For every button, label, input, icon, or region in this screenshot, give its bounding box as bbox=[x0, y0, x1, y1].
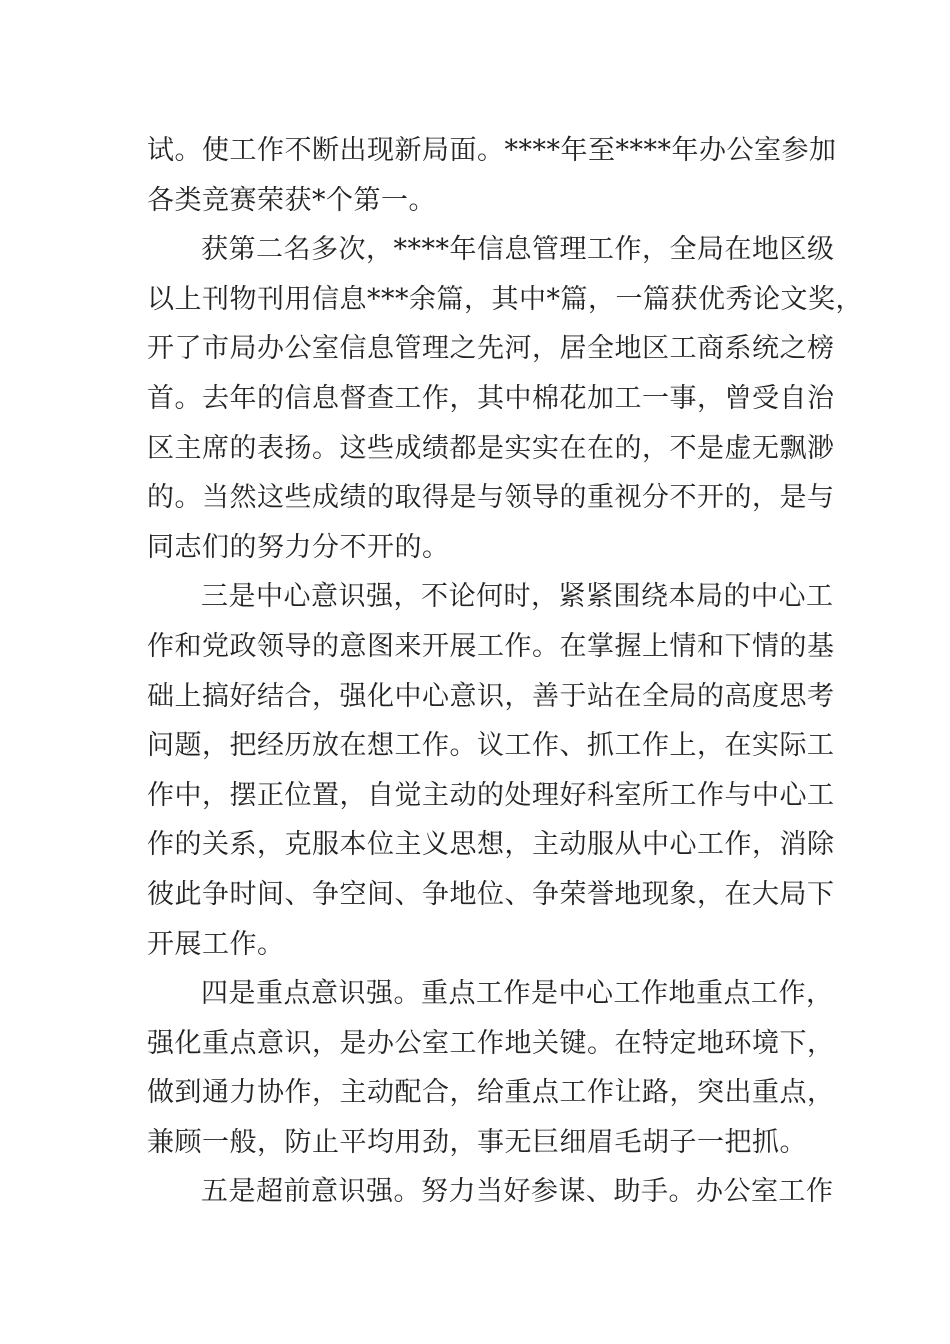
text-line: 彼此争时间、争空间、争地位、争荣誉地现象，在大局下 bbox=[147, 878, 835, 910]
text-line: 作中，摆正位置，自觉主动的处理好科室所工作与中心工 bbox=[147, 779, 835, 811]
text-line: 的。当然这些成绩的取得是与领导的重视分不开的，是与 bbox=[147, 482, 835, 514]
text-line: 兼顾一般，防止平均用劲，事无巨细眉毛胡子一把抓。 bbox=[147, 1126, 807, 1158]
text-line: 开展工作。 bbox=[147, 928, 285, 960]
text-line: 问题，把经历放在想工作。议工作、抓工作上，在实际工 bbox=[147, 730, 835, 762]
text-line: 同志们的努力分不开的。 bbox=[147, 531, 450, 563]
text-line: 以上刊物刊用信息***余篇，其中*篇，一篇获优秀论文奖， bbox=[147, 283, 863, 315]
text-line: 做到通力协作，主动配合，给重点工作让路，突出重点， bbox=[147, 1077, 835, 1109]
paragraph-first-line: 五是超前意识强。努力当好参谋、助手。办公室工作 bbox=[201, 1176, 834, 1208]
text-line: 开了市局办公室信息管理之先河，居全地区工商系统之榜 bbox=[147, 333, 835, 365]
text-line: 作和党政领导的意图来开展工作。在掌握上情和下情的基 bbox=[147, 630, 835, 662]
text-line: 强化重点意识，是办公室工作地关键。在特定地环境下， bbox=[147, 1027, 835, 1059]
paragraph-first-line: 四是重点意识强。重点工作是中心工作地重点工作， bbox=[201, 978, 834, 1010]
text-line: 各类竞赛荣获*个第一。 bbox=[147, 184, 436, 216]
paragraph-first-line: 获第二名多次，****年信息管理工作，全局在地区级 bbox=[201, 234, 835, 266]
text-line: 首。去年的信息督查工作，其中棉花加工一事，曾受自治 bbox=[147, 382, 835, 414]
body-text bbox=[147, 126, 863, 1217]
text-line: 础上搞好结合，强化中心意识，善于站在全局的高度思考 bbox=[147, 680, 835, 712]
text-line: 试。使工作不断出现新局面。****年至****年办公室参加 bbox=[147, 135, 837, 166]
paragraph-first-line: 三是中心意识强，不论何时，紧紧围绕本局的中心工 bbox=[201, 581, 834, 613]
text-line: 区主席的表扬。这些成绩都是实实在在的，不是虚无飘渺 bbox=[147, 432, 835, 464]
text-line: 作的关系，克服本位主义思想，主动服从中心工作，消除 bbox=[147, 829, 835, 861]
